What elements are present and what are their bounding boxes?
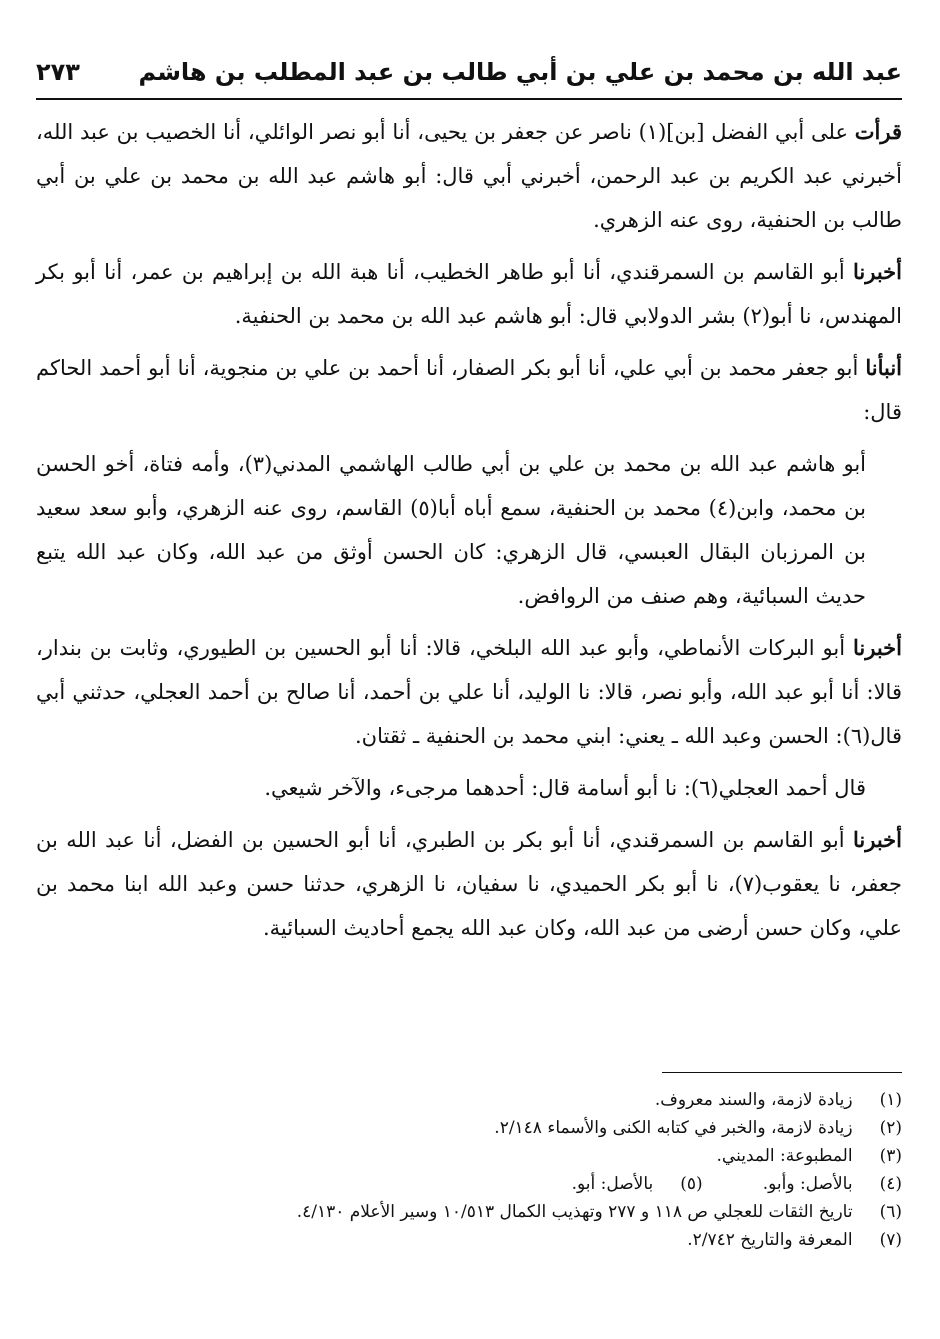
paragraph-lead-word: أخبرنا (853, 827, 902, 852)
footnote (36, 1086, 902, 1114)
paragraph-text: أبو هاشم عبد الله بن محمد بن علي بن أبي طالب الهاشمي المدني(٣)، وأمه فتاة، أخو الحسن بن محمد، وابن(٤) محمد بن الحنفية، سمع أباه أبا(٥) القاسم، روى عنه الزهري، وأبو سعد سعيد بن المرزبان البقال العبسي، قال الزهري: كان الحسن أوثق من عبد الله، وكان عبد الله يتبع حديث السبائية، وهم صنف من الروافض. (36, 452, 866, 608)
footnote (36, 1226, 902, 1254)
paragraph (36, 110, 902, 242)
footnote (36, 1142, 902, 1170)
footnote-number: (٤) (879, 1174, 902, 1194)
footnote-text: المطبوعة: المديني. (716, 1146, 853, 1166)
paragraph (36, 346, 902, 434)
footnote-number: (٥) (680, 1174, 703, 1194)
footnote-number: (١) (879, 1090, 902, 1110)
paragraph-text: قال أحمد العجلي(٦): نا أبو أسامة قال: أحدهما مرجىء، والآخر شيعي. (264, 776, 866, 800)
footnote-text: بالأصل: أبو. (571, 1174, 654, 1194)
paragraph-text: أبو القاسم بن السمرقندي، أنا أبو طاهر الخطيب، أنا هبة الله بن إبراهيم بن عمر، أنا أبو بكر المهندس، نا أبو(٢) بشر الدولابي قال: أبو هاشم عبد الله بن محمد بن الحنفية. (36, 260, 902, 328)
footnote (36, 1198, 902, 1226)
paragraph-text: أبو البركات الأنماطي، وأبو عبد الله البلخي، قالا: أنا أبو الحسين بن الطيوري، وثابت بن بندار، قالا: أنا أبو عبد الله، وأبو نصر، قالا: نا الوليد، أنا علي بن أحمد، أنا صالح بن أحمد العجلي، حدثني أبي قال(٦): الحسن وعبد الله ـ يعني: ابني محمد بن الحنفية ـ ثقتان. (36, 636, 902, 748)
paragraph-text: أبو القاسم بن السمرقندي، أنا أبو بكر بن الطبري، أنا أبو الحسين بن الفضل، أنا عبد الله بن جعفر، نا يعقوب(٧)، نا أبو بكر الحميدي، نا سفيان، نا الزهري، حدثنا حسن وعبد الله ابنا محمد بن علي، وكان حسن أرضى من عبد الله، وكان عبد الله يجمع أحاديث السبائية. (36, 828, 903, 940)
footnote-number: (٦) (879, 1202, 902, 1222)
footnote (36, 1114, 902, 1142)
paragraph (36, 250, 902, 338)
footnotes (36, 1086, 902, 1254)
paragraph-lead-word: أخبرنا (853, 259, 902, 284)
paragraph (36, 626, 902, 758)
page-number: ٢٧٣ (36, 58, 80, 86)
footnote-number: (٢) (879, 1118, 902, 1138)
paragraph-lead-word: قرأت (854, 119, 903, 144)
running-header (36, 52, 902, 100)
footnote-text: بالأصل: وأبو. (762, 1174, 853, 1194)
footnote (572, 1170, 703, 1198)
main-text (36, 110, 902, 958)
paragraph (36, 818, 902, 950)
paragraph-lead-word: أنبأنا (865, 355, 903, 380)
paragraph-text: على أبي الفضل [بن](١) ناصر عن جعفر بن يحيى، أنا أبو نصر الوائلي، أنا الخصيب بن عبد الله، أخبرني عبد الكريم بن عبد الرحمن، أخبرني أبي قال: أبو هاشم عبد الله بن محمد بن علي بن أبي طالب بن الحنفية، روى عنه الزهري. (36, 120, 902, 232)
footnote-text: تاريخ الثقات للعجلي ص ١١٨ و ٢٧٧ وتهذيب الكمال ١٠/٥١٣ وسير الأعلام ٤/١٣٠. (296, 1202, 853, 1222)
footnote-text: زيادة لازمة، والسند معروف. (654, 1090, 853, 1110)
paragraph-lead-word: أخبرنا (853, 635, 902, 660)
footnote-row (36, 1170, 902, 1198)
footnote-text: المعرفة والتاريخ ٢/٧٤٢. (687, 1230, 853, 1250)
footnote-number: (٧) (879, 1230, 902, 1250)
footnote-text: زيادة لازمة، والخبر في كتابه الكنى والأسماء ٢/١٤٨. (494, 1118, 853, 1138)
footnote-number: (٣) (879, 1146, 902, 1166)
paragraph (36, 766, 902, 810)
paragraph (36, 442, 902, 618)
footnote (763, 1170, 902, 1198)
footnote-separator (662, 1072, 902, 1073)
header-title: عبد الله بن محمد بن علي بن أبي طالب بن عبد المطلب بن هاشم (138, 58, 902, 86)
paragraph-text: أبو جعفر محمد بن أبي علي، أنا أبو بكر الصفار، أنا أحمد بن علي بن منجوية، أنا أبو أحمد الحاكم قال: (36, 356, 902, 424)
